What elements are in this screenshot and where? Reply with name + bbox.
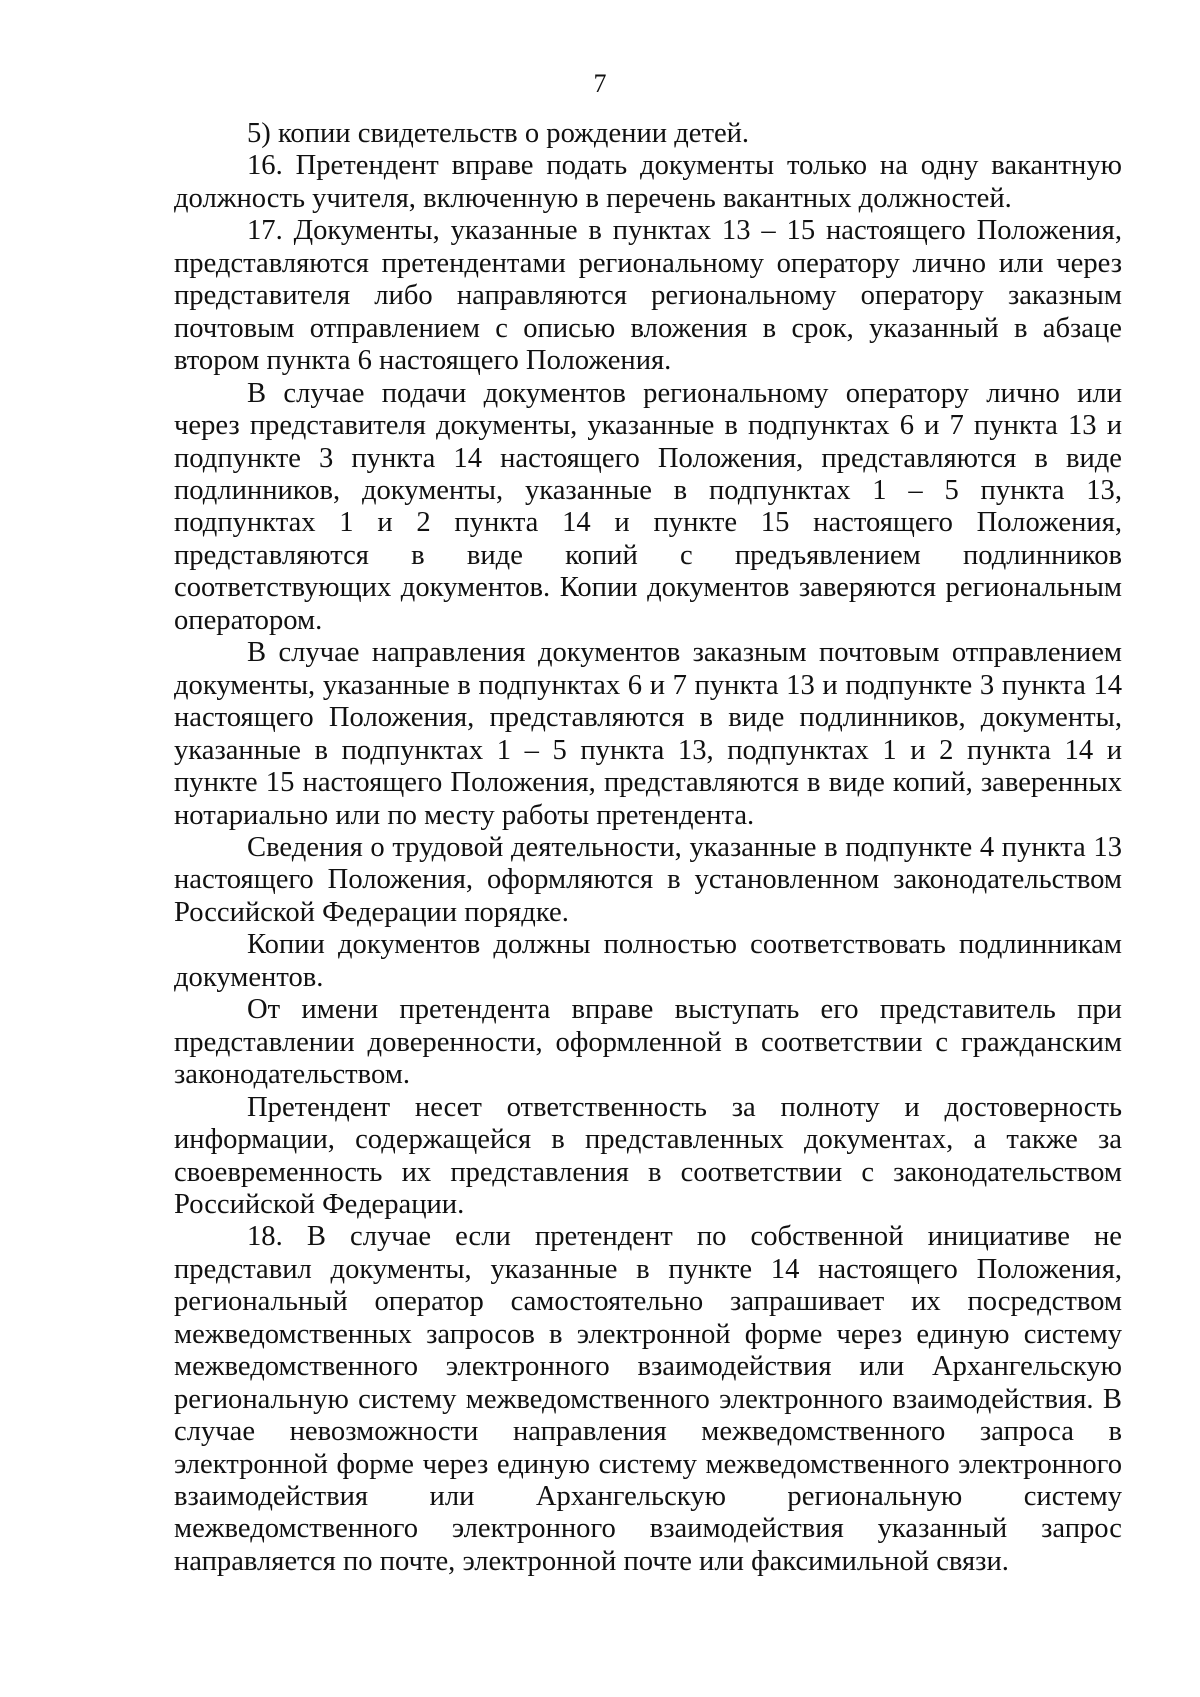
document-body xyxy=(174,118,1122,1578)
paragraph-responsibility: Претендент несет ответственность за полноту и достоверность информации, содержащейся в представленных документах, а также за своевременность их представления в соответствии с законодательством Российской Федерации. xyxy=(174,1091,1122,1220)
paragraph-in-person-submission: В случае подачи документов региональному оператору лично или через представителя документы, указанные в подпунктах 6 и 7 пункта 13 и подпункте 3 пункта 14 настоящего Положения, представляются в виде подлинников, документы, указанные в подпунктах 1 – 5 пункта 13, подпунктах 1 и 2 пункта 14 и пункте 15 настоящего Положения, представляются в виде копий с предъявлением подлинников соответствующих документов. Копии документов заверяются региональным оператором. xyxy=(174,377,1122,636)
paragraph-item-5-birth-certificates: 5) копии свидетельств о рождении детей. xyxy=(247,118,750,149)
paragraph-work-history: Сведения о трудовой деятельности, указанные в подпункте 4 пункта 13 настоящего Положения, оформляются в установленном законодательством Российской Федерации порядке. xyxy=(174,831,1122,928)
paragraph-clause-18: 18. В случае если претендент по собственной инициативе не представил документы, указанные в пункте 14 настоящего Положения, региональный оператор самостоятельно запрашивает их посредством межведомственных запросов в электронной форме через единую систему межведомственного электронного взаимодействия или Архангельскую региональную систему межведомственного электронного взаимодействия. В случае невозможности направления межведомственного запроса в электронной форме через единую систему межведомственного электронного взаимодействия или Архангельскую региональную систему межведомственного электронного взаимодействия указанный запрос направляется по почте, электронной почте или факсимильной связи. xyxy=(174,1221,1122,1577)
paragraph-copies-match: Копии документов должны полностью соответствовать подлинникам документов. xyxy=(174,929,1122,993)
page-number: 7 xyxy=(593,69,607,98)
paragraph-clause-16: 16. Претендент вправе подать документы только на одну вакантную должность учителя, включенную в перечень вакантных должностей. xyxy=(174,150,1122,214)
paragraph-representative: От имени претендента вправе выступать его представитель при представлении доверенности, оформленной в соответствии с гражданским законодательством. xyxy=(174,994,1122,1091)
paragraph-postal-submission: В случае направления документов заказным почтовым отправлением документы, указанные в подпунктах 6 и 7 пункта 13 и подпункте 3 пункта 14 настоящего Положения, представляются в виде подлинников, документы, указанные в подпунктах 1 – 5 пункта 13, подпунктах 1 и 2 пункта 14 и пункте 15 настоящего Положения, представляются в виде копий, заверенных нотариально или по месту работы претендента. xyxy=(174,637,1122,831)
paragraph-clause-17: 17. Документы, указанные в пунктах 13 – 15 настоящего Положения, представляются претендентами региональному оператору лично или через представителя либо направляются региональному оператору заказным почтовым отправлением с описью вложения в срок, указанный в абзаце втором пункта 6 настоящего Положения. xyxy=(174,215,1122,377)
